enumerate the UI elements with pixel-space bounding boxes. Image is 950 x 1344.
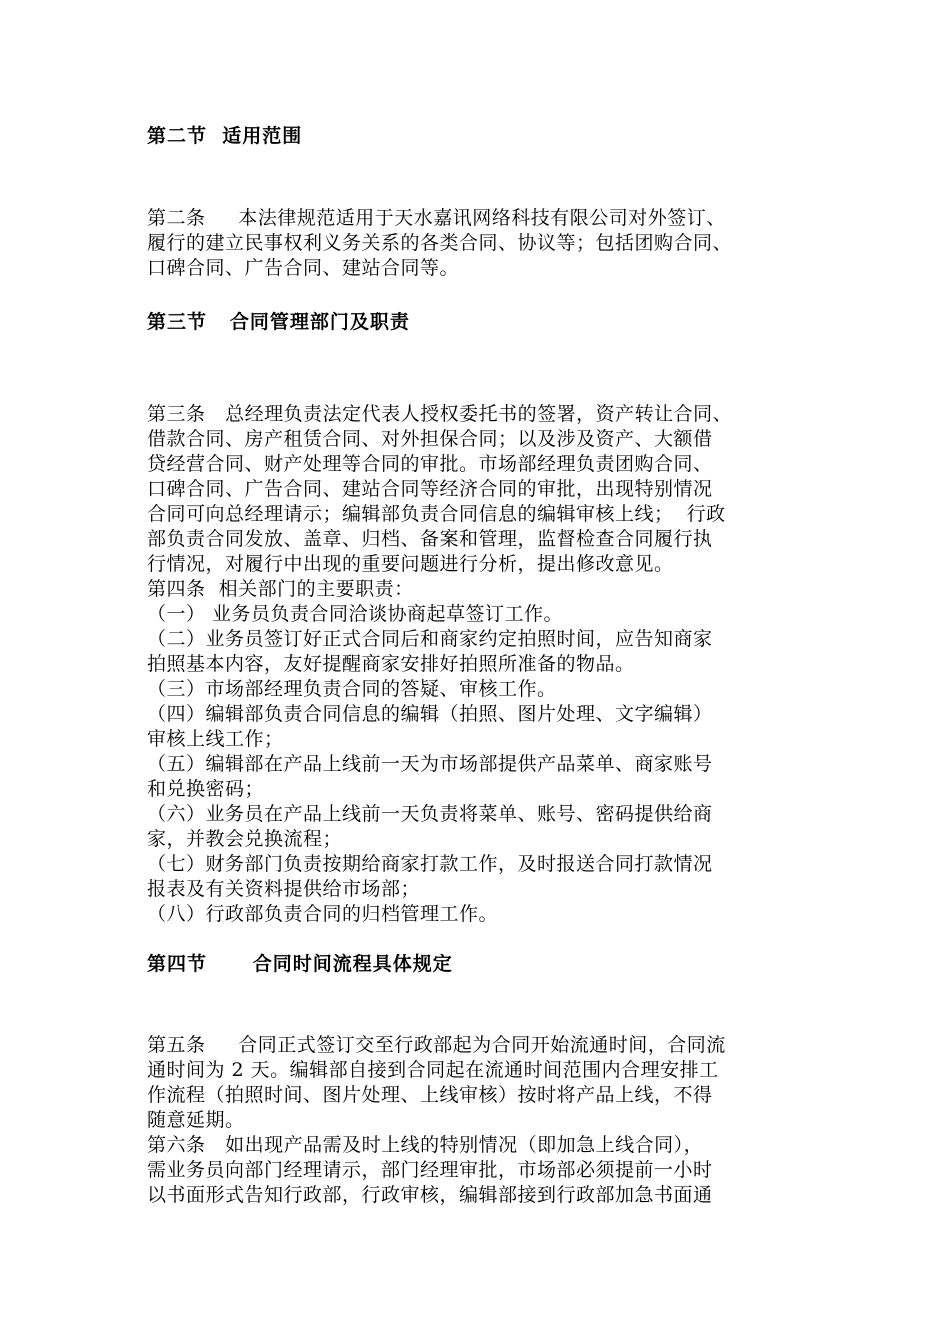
text-line: 合同可向总经理请示；编辑部负责合同信息的编辑审核上线； 行政: [147, 503, 726, 525]
list-item: （三）市场部经理负责合同的答疑、审核工作。: [147, 678, 557, 700]
list-item: （八）行政部负责合同的归档管理工作。: [147, 903, 499, 925]
text-line: 贷经营合同、财产处理等合同的审批。市场部经理负责团购合同、: [147, 453, 713, 475]
list-item: （七）财务部门负责按期给商家打款工作，及时报送合同打款情况: [147, 853, 713, 875]
text-line: 部负责合同发放、盖章、归档、备案和管理，监督检查合同履行执: [147, 528, 713, 550]
text-line: 第四条 相关部门的主要职责：: [147, 578, 414, 600]
list-item: （四）编辑部负责合同信息的编辑（拍照、图片处理、文字编辑）: [147, 703, 713, 725]
text-line: 口碑合同、广告合同、建站合同等。: [147, 257, 460, 279]
section-heading: 第四节 合同时间流程具体规定: [147, 953, 453, 975]
text-line: 需业务员向部门经理请示，部门经理审批，市场部必须提前一小时: [147, 1159, 713, 1181]
text-line: 作流程（拍照时间、图片处理、上线审核）按时将产品上线，不得: [147, 1084, 713, 1106]
text-line: 借款合同、房产租赁合同、对外担保合同；以及涉及资产、大额借: [147, 428, 713, 450]
section-heading: 第三节 合同管理部门及职责: [147, 311, 410, 333]
text-line: 第三条 总经理负责法定代表人授权委托书的签署，资产转让合同、: [147, 403, 733, 425]
text-line: 家，并教会兑换流程；: [147, 828, 343, 850]
article-2-paragraph: [147, 206, 817, 281]
text-line: 履行的建立民事权利义务关系的各类合同、协议等；包括团购合同、: [147, 232, 733, 254]
text-line: 和兑换密码；: [147, 778, 265, 800]
text-line: 通时间为 2 天。编辑部自接到合同起在流通时间范围内合理安排工: [147, 1059, 719, 1081]
articles-3-4-paragraph: [147, 402, 817, 927]
list-item: （二）业务员签订好正式合同后和商家约定拍照时间，应告知商家: [147, 628, 713, 650]
text-line: 报表及有关资料提供给市场部；: [147, 878, 421, 900]
list-item: （一） 业务员负责合同洽谈协商起草签订工作。: [147, 603, 564, 625]
text-line: 第六条 如出现产品需及时上线的特别情况（即加急上线合同），: [147, 1134, 704, 1156]
text-line: 口碑合同、广告合同、建站合同等经济合同的审批，出现特别情况: [147, 478, 713, 500]
text-line: 以书面形式告知行政部，行政审核，编辑部接到行政部加急书面通: [147, 1184, 713, 1206]
text-line: 行情况，对履行中出现的重要问题进行分析，提出修改意见。: [147, 553, 674, 575]
text-line: 随意延期。: [147, 1109, 245, 1131]
list-item: （六）业务员在产品上线前一天负责将菜单、账号、密码提供给商: [147, 803, 713, 825]
section-heading: 第二节 适用范围: [147, 125, 303, 147]
list-item: （五）编辑部在产品上线前一天为市场部提供产品菜单、商家账号: [147, 753, 713, 775]
text-line: 第五条 合同正式签订交至行政部起为合同开始流通时间，合同流: [147, 1034, 726, 1056]
articles-5-6-paragraph: [147, 1033, 817, 1208]
text-line: 第二条 本法律规范适用于天水嘉讯网络科技有限公司对外签订、: [147, 207, 726, 229]
text-line: 审核上线工作；: [147, 728, 284, 750]
text-line: 拍照基本内容，友好提醒商家安排好拍照所准备的物品。: [147, 653, 635, 675]
